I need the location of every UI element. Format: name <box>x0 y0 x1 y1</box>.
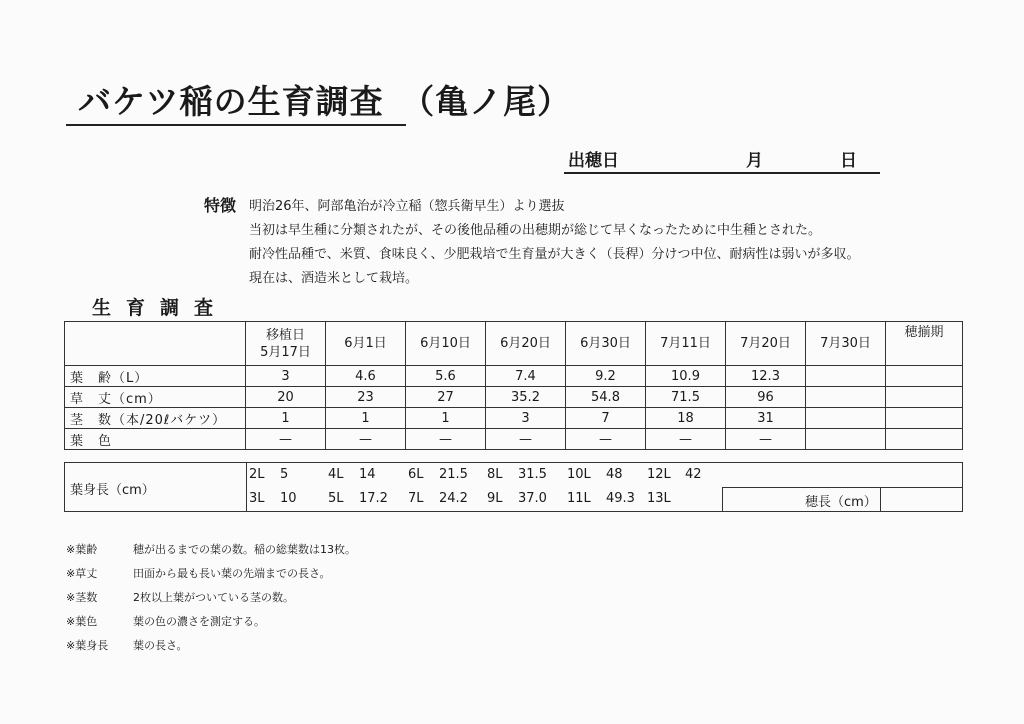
table-cell <box>886 429 963 450</box>
table-cell: 54.8 <box>566 387 646 408</box>
leaf-value: 21.5 <box>439 467 468 482</box>
note-key: ※葉身長 <box>66 639 109 652</box>
table-cell: 5.6 <box>406 366 486 387</box>
leaf-number: 10L <box>567 467 591 482</box>
table-cell <box>806 408 886 429</box>
table-cell: — <box>326 429 406 450</box>
leaf-number: 6L <box>408 467 424 482</box>
leaf-length-table <box>64 462 963 512</box>
note-text: 穂が出るまでの葉の数。稲の総葉数は13枚。 <box>133 543 356 556</box>
leaf-value: 49.3 <box>606 491 635 506</box>
header-cell: 7月20日 <box>726 322 806 366</box>
table-cell: 10.9 <box>646 366 726 387</box>
note-key: ※茎数 <box>66 591 98 604</box>
title-underline <box>66 124 406 126</box>
note-text: 2枚以上葉がついている茎の数。 <box>133 591 294 604</box>
table-cell <box>806 387 886 408</box>
leaf-value: 14 <box>359 467 376 482</box>
row-label: 葉 齢（L） <box>65 366 246 387</box>
table-cell: 71.5 <box>646 387 726 408</box>
note-key: ※草丈 <box>66 567 98 580</box>
page-title: バケツ稲の生育調査 （亀ノ尾） <box>78 82 572 121</box>
table-row-plant-height <box>65 387 963 408</box>
feature-line: 耐冷性品種で、米質、食味良く、少肥栽培で生育量が大きく（長稈）分けつ中位、耐病性は弱いが多収。 <box>249 247 860 262</box>
table-cell: 23 <box>326 387 406 408</box>
table-cell: 27 <box>406 387 486 408</box>
features-label: 特徴 <box>204 196 237 215</box>
table-cell: 1 <box>246 408 326 429</box>
table-cell: 7 <box>566 408 646 429</box>
table-cell: 1 <box>326 408 406 429</box>
leaf-number: 3L <box>249 491 265 506</box>
heading-date-month: 月 <box>746 151 763 171</box>
table-cell: 7.4 <box>486 366 566 387</box>
table-cell: 3 <box>246 366 326 387</box>
leaf-number: 12L <box>647 467 671 482</box>
leaf-value: 48 <box>606 467 623 482</box>
row-label: 茎 数（本/20ℓバケツ） <box>65 408 246 429</box>
row-label: 草 丈（cm） <box>65 387 246 408</box>
panicle-length-label: 穂長（cm） <box>805 495 877 510</box>
leaf-value: 42 <box>685 467 702 482</box>
table-cell <box>886 366 963 387</box>
panicle-divider <box>880 487 881 511</box>
header-cell: 6月1日 <box>326 322 406 366</box>
heading-date-label: 出穂日 <box>568 151 619 171</box>
table-row-leaf-color <box>65 429 963 450</box>
header-cell: 6月10日 <box>406 322 486 366</box>
leaf-value: 5 <box>280 467 289 482</box>
table-cell: — <box>246 429 326 450</box>
heading-date-day: 日 <box>840 151 857 171</box>
note-key: ※葉齢 <box>66 543 98 556</box>
header-cell: 6月30日 <box>566 322 646 366</box>
note-text: 田面から最も長い葉の先端までの長さ。 <box>133 567 331 580</box>
table-header-row <box>65 322 963 366</box>
note-key: ※葉色 <box>66 615 98 628</box>
feature-line: 現在は、酒造米として栽培。 <box>249 271 419 286</box>
leaf-value: 17.2 <box>359 491 388 506</box>
leaf-number: 13L <box>647 491 671 506</box>
note-text: 葉の色の濃さを測定する。 <box>133 615 265 628</box>
leaf-number: 5L <box>328 491 344 506</box>
leaf-number: 4L <box>328 467 344 482</box>
leaf-number: 2L <box>249 467 265 482</box>
leaf-value: 10 <box>280 491 297 506</box>
table-cell: 35.2 <box>486 387 566 408</box>
table-cell <box>806 366 886 387</box>
feature-line: 当初は早生種に分類されたが、その後他品種の出穂期が総じて早くなったために中生種とされた。 <box>249 223 822 238</box>
growth-survey-table <box>64 321 963 450</box>
header-cell: 7月11日 <box>646 322 726 366</box>
feature-line: 明治26年、阿部亀治が冷立稲（惣兵衛早生）より選抜 <box>249 199 565 214</box>
header-cell-transplant-date: 移植日 5月17日 <box>246 322 326 366</box>
table-cell: — <box>406 429 486 450</box>
table-cell: 3 <box>486 408 566 429</box>
table-cell: 1 <box>406 408 486 429</box>
table-cell <box>886 387 963 408</box>
header-cell: 6月20日 <box>486 322 566 366</box>
table-row-leaf-age <box>65 366 963 387</box>
row-label: 葉 色 <box>65 429 246 450</box>
table-cell: 9.2 <box>566 366 646 387</box>
table-cell: — <box>646 429 726 450</box>
table-cell: 20 <box>246 387 326 408</box>
heading-date-field <box>564 144 880 174</box>
panicle-divider <box>722 487 723 511</box>
leaf-value: 31.5 <box>518 467 547 482</box>
header-cell: 7月30日 <box>806 322 886 366</box>
panicle-divider <box>722 487 962 488</box>
leaf-length-label: 葉身長（cm） <box>70 483 155 498</box>
note-text: 葉の長さ。 <box>133 639 188 652</box>
header-empty-cell <box>65 322 246 366</box>
leaf-number: 8L <box>487 467 503 482</box>
leaf-value: 37.0 <box>518 491 547 506</box>
table-cell: — <box>486 429 566 450</box>
table-cell <box>806 429 886 450</box>
table-cell: — <box>726 429 806 450</box>
section-title: 生育調査 <box>92 297 229 319</box>
table-cell: 12.3 <box>726 366 806 387</box>
leaf-value: 24.2 <box>439 491 468 506</box>
table-cell: — <box>566 429 646 450</box>
table-cell: 96 <box>726 387 806 408</box>
table-cell: 18 <box>646 408 726 429</box>
table-cell: 4.6 <box>326 366 406 387</box>
leaf-length-label-cell <box>65 463 247 511</box>
header-cell-full-heading: 穂揃期 <box>886 322 963 366</box>
table-row-stem-count <box>65 408 963 429</box>
table-cell <box>886 408 963 429</box>
table-cell: 31 <box>726 408 806 429</box>
leaf-number: 9L <box>487 491 503 506</box>
leaf-number: 7L <box>408 491 424 506</box>
leaf-number: 11L <box>567 491 591 506</box>
